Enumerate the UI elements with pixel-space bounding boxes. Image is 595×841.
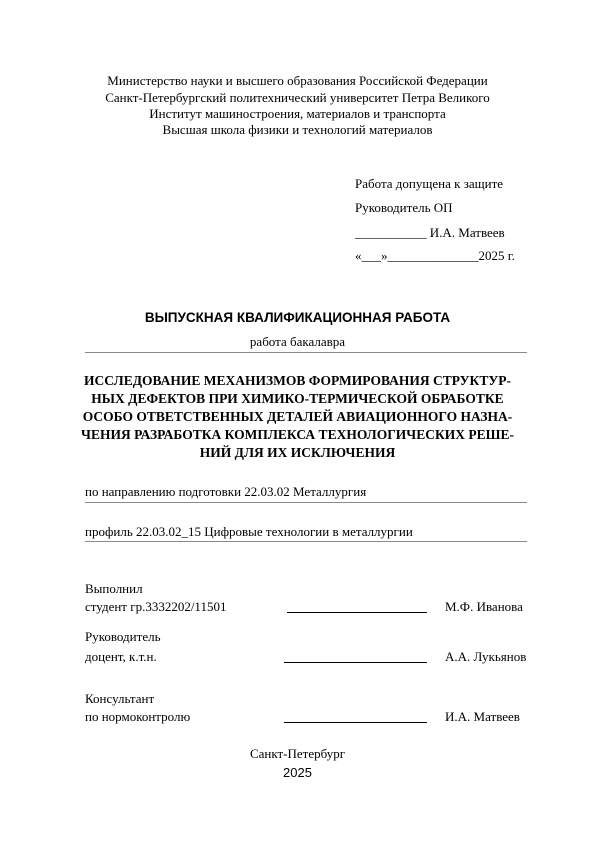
approval-signature: ___________ И.А. Матвеев: [355, 225, 505, 240]
supervisor-name: А.А. Лукьянов: [445, 649, 527, 664]
profile-line: профиль 22.03.02_15 Цифровые технологии в металлургии: [85, 524, 413, 539]
work-type-title: ВЫПУСКНАЯ КВАЛИФИКАЦИОННАЯ РАБОТА: [144, 310, 451, 325]
divider: [85, 541, 527, 542]
approval-date: «___»______________2025 г.: [355, 248, 515, 263]
direction-line: по направлению подготовки 22.03.02 Металлургия: [85, 484, 367, 499]
footer-city: Санкт-Петербург: [249, 746, 346, 761]
ministry-line: Министерство науки и высшего образования Российской Федерации: [107, 73, 488, 88]
student-name: М.Ф. Иванова: [445, 599, 523, 614]
institute-line: Институт машиностроения, материалов и транспорта: [149, 106, 446, 121]
student-role: Выполнил: [85, 581, 143, 596]
student-signature-line: [287, 612, 427, 613]
university-line: Санкт-Петербургский политехнический университет Петра Великого: [105, 90, 490, 105]
divider: [85, 352, 527, 353]
consultant-name: И.А. Матвеев: [445, 709, 520, 724]
thesis-title-line: ИССЛЕДОВАНИЕ МЕХАНИЗМОВ ФОРМИРОВАНИЯ СТРУКТУР-: [84, 373, 511, 388]
footer-year: 2025: [283, 765, 312, 780]
thesis-title-line: НЫХ ДЕФЕКТОВ ПРИ ХИМИКО-ТЕРМИЧЕСКОЙ ОБРАБОТКЕ: [91, 391, 504, 406]
consultant-area: по нормоконтролю: [85, 709, 191, 724]
student-group: студент гр.3332202/11501: [85, 599, 227, 614]
school-line: Высшая школа физики и технологий материалов: [162, 122, 433, 137]
work-subtype: работа бакалавра: [249, 334, 346, 349]
supervisor-role: Руководитель: [85, 629, 161, 644]
supervisor-signature-line: [284, 662, 427, 663]
thesis-title-line: ОСОБО ОТВЕТСТВЕННЫХ ДЕТАЛЕЙ АВИАЦИОННОГО НАЗНА-: [82, 409, 513, 424]
consultant-role: Консультант: [85, 691, 155, 706]
approval-admitted: Работа допущена к защите: [355, 176, 504, 191]
consultant-signature-line: [284, 722, 427, 723]
thesis-title-line: НИЙ ДЛЯ ИХ ИСКЛЮЧЕНИЯ: [199, 445, 396, 460]
approval-head: Руководитель ОП: [355, 200, 453, 215]
thesis-title-line: ЧЕНИЯ РАЗРАБОТКА КОМПЛЕКСА ТЕХНОЛОГИЧЕСКИХ РЕШЕ-: [81, 427, 514, 442]
supervisor-degree: доцент, к.т.н.: [85, 649, 157, 664]
divider: [85, 502, 527, 503]
